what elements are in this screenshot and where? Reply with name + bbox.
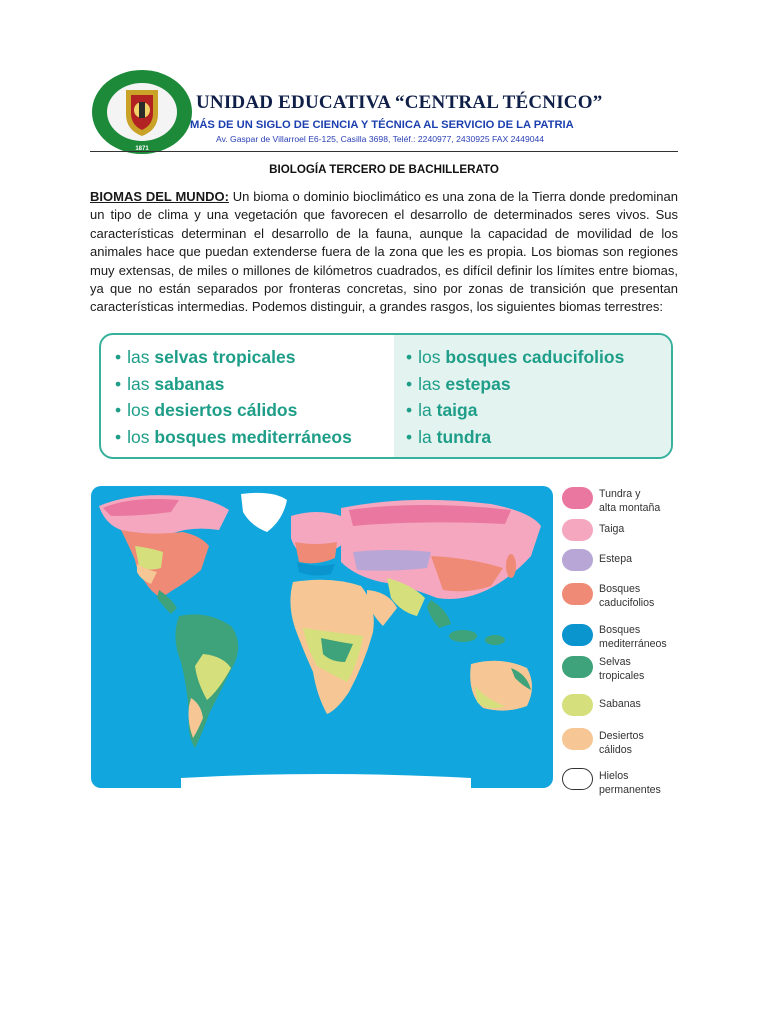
antarctica xyxy=(181,774,471,788)
header-divider xyxy=(90,151,678,152)
school-logo xyxy=(90,68,194,156)
legend-swatch xyxy=(562,656,593,678)
biome-item: • las estepas xyxy=(406,373,511,394)
biome-list-right xyxy=(406,344,624,450)
school-name: UNIDAD EDUCATIVA “CENTRAL TÉCNICO” xyxy=(196,92,603,113)
biome-item: • la tundra xyxy=(406,426,492,447)
legend-swatch xyxy=(562,694,593,716)
logo-year: 1871 xyxy=(135,146,149,152)
legend-label: Selvas tropicales xyxy=(599,656,645,682)
school-motto: MÁS DE UN SIGLO DE CIENCIA Y TÉCNICA AL SERVICIO DE LA PATRIA xyxy=(190,119,574,131)
legend-label: Taiga xyxy=(599,523,625,535)
legend-label: Bosques caducifolios xyxy=(599,583,655,609)
intro-paragraph xyxy=(90,188,678,317)
legend-swatch xyxy=(562,583,593,605)
legend-swatch xyxy=(562,768,593,790)
biome-item: • los bosques caducifolios xyxy=(406,347,625,367)
biome-list-left xyxy=(115,344,352,450)
biome-item: • los bosques mediterráneos xyxy=(115,426,352,447)
biome-item: • los desiertos cálidos xyxy=(115,400,298,421)
intro-text: Un bioma o dominio bioclimático es una zona de la Tierra donde predominan un tipo de clima y una vegetación que favorecen el desarrollo de determinados seres vivos. Sus características determinan el desarrollo de la fauna, aunque la capacidad de movilidad de los animales hace que puedan extenderse fuera de la zona que les es propia. Los biomas son regiones muy extensas, de miles o millones de kilómetros cuadrados, es difícil definir los límites entre biomas, ya que no están separados por fronteras concretas, sino por zonas de transición que presentan características intermedias. Podemos distinguir, a grandes rasgos, los siguientes biomas terrestres: xyxy=(90,189,678,315)
legend-swatch xyxy=(562,549,593,571)
legend-label: Estepa xyxy=(599,553,632,565)
school-address: Av. Gaspar de Villarroel E6-125, Casilla 3698, Teléf.: 2240977, 2430925 FAX 2449044 xyxy=(216,134,545,144)
legend-swatch xyxy=(562,519,593,541)
legend-label: Desiertos cálidos xyxy=(599,730,644,756)
legend-swatch xyxy=(562,487,593,509)
legend-swatch xyxy=(562,624,593,646)
biome-item: • las selvas tropicales xyxy=(115,347,296,367)
legend-label: Hielos permanentes xyxy=(599,770,661,796)
legend-swatch xyxy=(562,728,593,750)
legend-label: Tundra y alta montaña xyxy=(599,488,661,514)
biome-list-box xyxy=(99,333,673,459)
biome-item: • las sabanas xyxy=(115,373,225,394)
intro-lead: BIOMAS DEL MUNDO: xyxy=(90,189,229,204)
subject-title: BIOLOGÍA TERCERO DE BACHILLERATO xyxy=(269,163,499,176)
biome-item: • la taiga xyxy=(406,400,478,421)
world-biome-map xyxy=(91,486,553,788)
legend-label: Bosques mediterráneos xyxy=(599,624,667,650)
legend-label: Sabanas xyxy=(599,698,641,710)
